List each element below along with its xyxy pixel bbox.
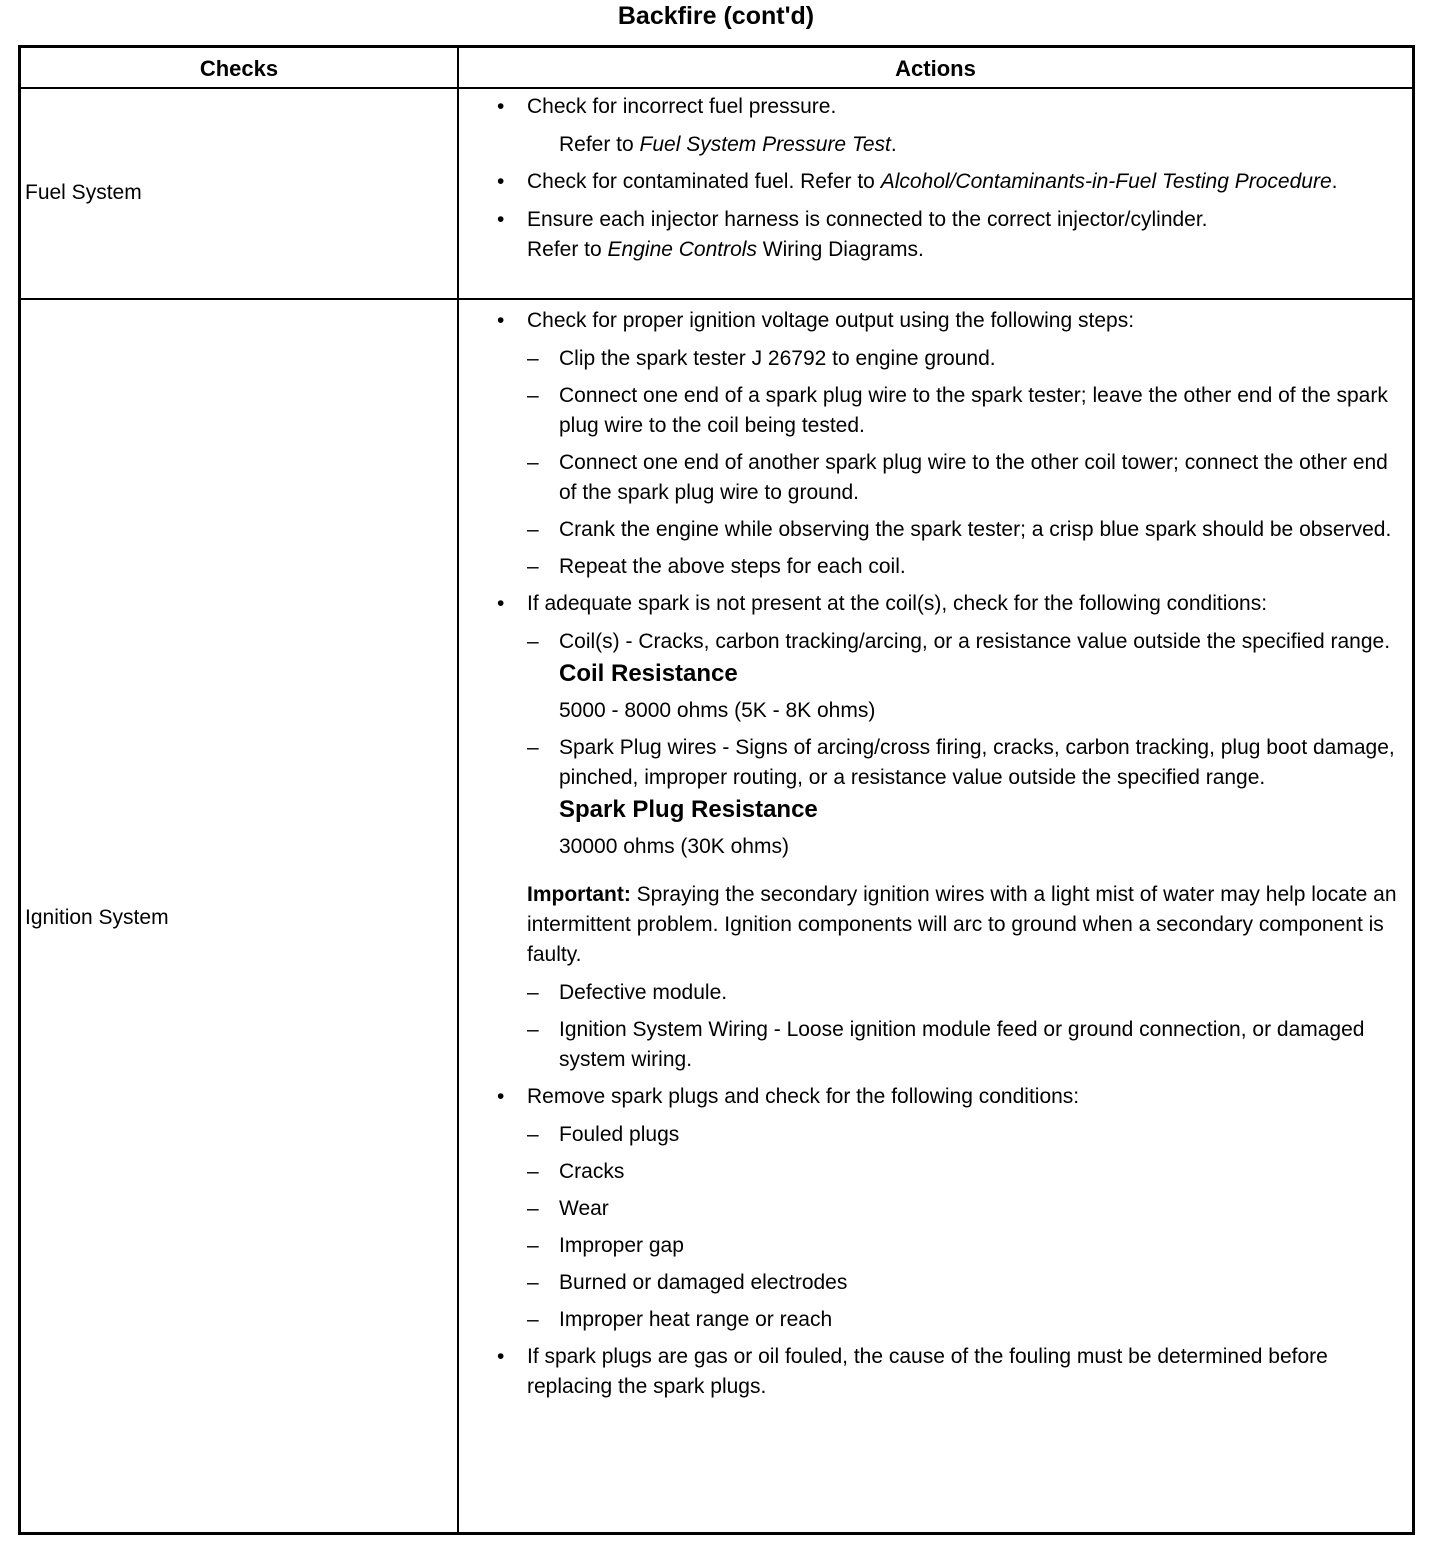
column-divider — [457, 48, 459, 1532]
list-item: – Repeat the above steps for each coil. — [491, 552, 1406, 582]
fuel-pressure-test-link[interactable]: Fuel System Pressure Test — [639, 133, 891, 156]
actions-header: Actions — [895, 56, 976, 81]
list-item: • If spark plugs are gas or oil fouled, the cause of the fouling must be determined before replacing the spark plugs. — [491, 1342, 1406, 1402]
list-item: – Ignition System Wiring - Loose ignition module feed or ground connection, or damaged system wiring. — [491, 1015, 1406, 1075]
list-item: – Connect one end of a spark plug wire to the spark tester; leave the other end of the spark plug wire to the coil being tested. — [491, 381, 1406, 441]
important-note: Important: Spraying the secondary ignition wires with a light mist of water may help locate an intermittent problem. Ignition components will arc to ground when a secondary component is faulty. — [527, 883, 1397, 966]
row-divider — [21, 298, 1412, 300]
fuel-pressure-reference: Refer to Fuel System Pressure Test. — [559, 133, 897, 156]
ignition-system-actions — [491, 306, 1406, 1410]
list-item: – Defective module. — [491, 978, 1406, 1008]
spark-plug-resistance-value: 30000 ohms (30K ohms) — [559, 835, 789, 858]
coil-resistance-heading: Coil Resistance — [559, 660, 738, 687]
fuel-system-actions — [491, 92, 1406, 273]
list-item: • Check for proper ignition voltage output using the following steps: — [491, 306, 1406, 336]
list-item: • Check for contaminated fuel. Refer to Alcohol/Contaminants-in-Fuel Testing Procedure. — [491, 167, 1406, 197]
list-item: – Crank the engine while observing the spark tester; a crisp blue spark should be observed. — [491, 515, 1406, 545]
page-title: Backfire (cont'd) — [617, 2, 815, 30]
list-item: – Cracks — [491, 1157, 1406, 1187]
list-item: – Clip the spark tester J 26792 to engine ground. — [491, 344, 1406, 374]
list-item: – Connect one end of another spark plug wire to the other coil tower; connect the other end of the spark plug wire to ground. — [491, 448, 1406, 508]
list-item: – Fouled plugs — [491, 1120, 1406, 1150]
contaminants-procedure-link[interactable]: Alcohol/Contaminants-in-Fuel Testing Procedure — [880, 170, 1332, 193]
list-item: – Wear — [491, 1194, 1406, 1224]
list-item: – Coil(s) - Cracks, carbon tracking/arcing, or a resistance value outside the specified range. — [491, 627, 1406, 657]
list-item: – Spark Plug wires - Signs of arcing/cross firing, cracks, carbon tracking, plug boot damage, pinched, improper routing, or a resistance value outside the specified range. — [491, 733, 1406, 793]
spark-plug-resistance-heading: Spark Plug Resistance — [559, 796, 818, 823]
list-item: – Improper gap — [491, 1231, 1406, 1261]
diagnostic-table — [18, 45, 1415, 1535]
coil-resistance-value: 5000 - 8000 ohms (5K - 8K ohms) — [559, 699, 876, 722]
engine-controls-link[interactable]: Engine Controls — [607, 238, 757, 261]
list-item: – Burned or damaged electrodes — [491, 1268, 1406, 1298]
list-item: • If adequate spark is not present at the coil(s), check for the following conditions: — [491, 589, 1406, 619]
list-item: • Ensure each injector harness is connected to the correct injector/cylinder. Refer to Engine Controls Wiring Diagrams. — [491, 205, 1406, 265]
fuel-system-label: Fuel System — [25, 181, 142, 204]
list-item: • Remove spark plugs and check for the following conditions: — [491, 1082, 1406, 1112]
checks-header: Checks — [199, 56, 279, 81]
ignition-system-label: Ignition System — [25, 906, 169, 929]
list-item: • Check for incorrect fuel pressure. — [491, 92, 1406, 122]
list-item: – Improper heat range or reach — [491, 1305, 1406, 1335]
